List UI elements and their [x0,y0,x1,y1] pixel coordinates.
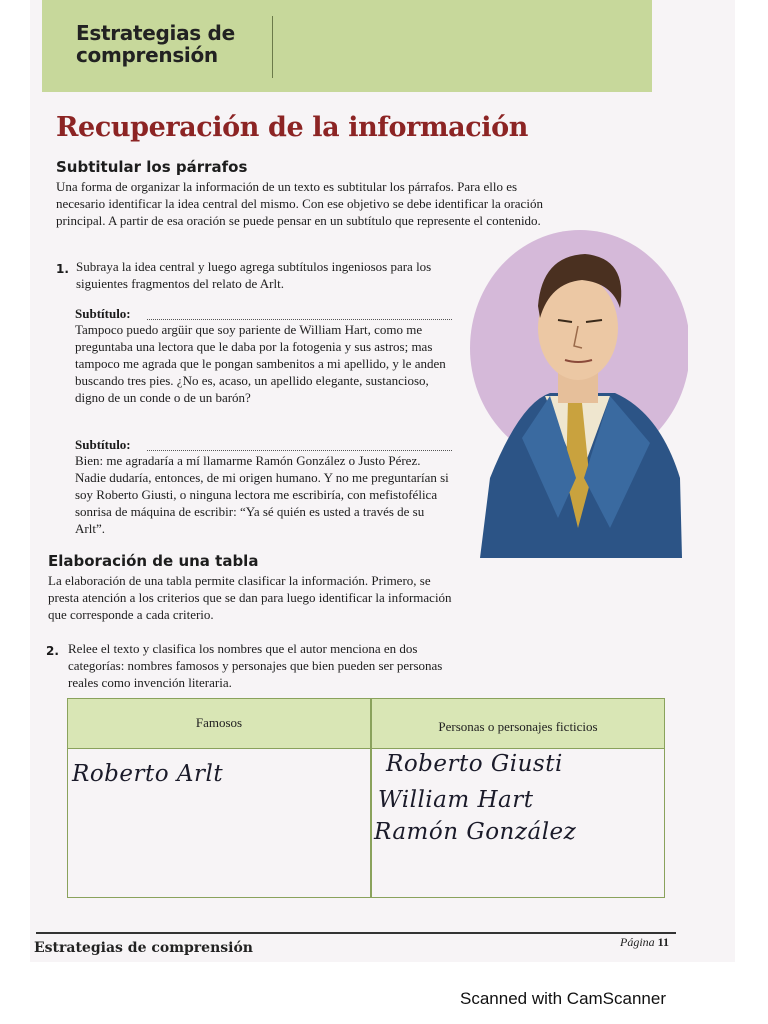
handwritten-ficticio-3: Ramón González [374,819,577,845]
fragment-1: Tampoco puedo argüir que soy pariente de William Hart, como me preguntaba una lectora que le daba por la fotogenia y sus astros; mas tampoco me agrada que le pongan sambenitos a mi apellido, y le anden buscando tres pies. ¿No es, acaso, un apellido elegante, sustancioso, digno de un conde o de un barón? [75,322,446,405]
handwritten-ficticio-1: Roberto Giusti [386,751,563,777]
exercise2-number: 2. [46,644,59,658]
exercise2-instruction: Relee el texto y clasifica los nombres que el autor menciona en dos categorías: nombres famosos y personajes que bien pueden ser personas reales como invención literaria. [68,641,443,690]
section2-intro: La elaboración de una tabla permite clasificar la información. Primero, se presta atención a los criterios que se dan para luego identificar la información que corresponde a cada criterio. [48,573,452,622]
exercise1-instruction: Subraya la idea central y luego agrega subtítulos ingeniosos para los siguientes fragmentos del relato de Arlt. [76,259,432,291]
table-header-ficticios: Personas o personajes ficticios [438,719,598,734]
handwritten-ficticio-2: William Hart [378,787,534,813]
scanned-page [30,0,735,962]
subtitle-answer-line-2[interactable] [147,450,452,451]
subtitle-answer-line-1[interactable] [147,319,452,320]
names-table [67,698,665,898]
section1-intro: Una forma de organizar la información de un texto es subtitular los párrafos. Para ello es necesario identificar la idea central del mismo. Con ese objetivo se debe identificar la oración principal. A partir de esa oración se puede pensar en un subtítulo que represente el contenido. [56,179,543,228]
page-label: Página [620,935,655,949]
footer-section-name: Estrategias de comprensión [34,940,253,956]
page-title: Recuperación de la información [56,112,528,143]
section1-heading: Subtitular los párrafos [56,158,248,176]
page-number: 11 [657,935,670,949]
author-portrait-illustration [450,228,688,558]
table-header-famosos: Famosos [195,715,243,730]
subtitle-label-1: Subtítulo: [75,306,131,321]
fragment-2: Bien: me agradaría a mí llamarme Ramón González o Justo Pérez. Nadie dudaría, entonces, de mi origen humano. Y no me preguntarían si soy Roberto Giusti, o ninguna lectora me escribiría, con mefistofélica sonrisa de máquina de escribir: “Ya sé quién es usted a través de su Arlt”. [75,453,449,536]
footer-page [620,935,669,950]
scanner-watermark: Scanned with CamScanner [460,989,667,1008]
handwritten-famoso-1: Roberto Arlt [72,761,224,787]
section2-heading: Elaboración de una tabla [48,552,259,570]
section-header-title: Estrategias de comprensión [76,21,235,67]
subtitle-label-2: Subtítulo: [75,437,131,452]
exercise1-number: 1. [56,262,69,276]
footer-rule [36,932,676,934]
